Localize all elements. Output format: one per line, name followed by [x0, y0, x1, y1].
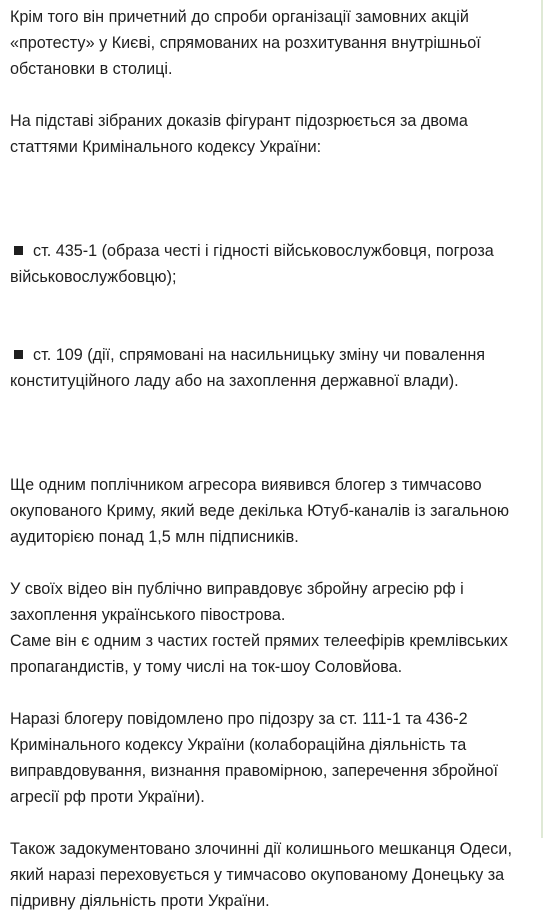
- black-square-icon: [14, 246, 23, 255]
- list-item-text: ст. 109 (дії, спрямовані на насильницьку зміну чи повалення конституційного ладу або на захоплення державної влади).: [10, 346, 490, 390]
- list-item: [10, 342, 532, 394]
- list-item-text: ст. 435-1 (образа честі і гідності військовослужбовця, погроза військовослужбовцю);: [10, 242, 499, 286]
- paragraph-videos-line2: Саме він є одним з частих гостей прямих телеефірів кремлівських пропагандистів, у тому числі на ток-шоу Соловйова.: [10, 632, 513, 676]
- paragraph-videos-line1: У своїх відео він публічно виправдовує збройну агресію рф і захоплення українського півострова.: [10, 580, 469, 624]
- paragraph-protests: Крім того він причетний до спроби організації замовних акцій «протесту» у Києві, спрямованих на розхитування внутрішньої обстановки в столиці.: [10, 8, 486, 78]
- black-square-icon: [14, 350, 23, 359]
- paragraph-blogger-suspicion: Наразі блогеру повідомлено про підозру за ст. 111-1 та 436-2 Кримінального кодексу України (колабораційна діяльність та виправдовування, визнання правомірною, заперечення збройної агресії рф проти України).: [10, 710, 503, 806]
- right-divider: [541, 0, 543, 838]
- paragraph-videos: [10, 576, 532, 680]
- paragraph-blogger: Ще одним поплічником агресора виявився блогер з тимчасово окупованого Криму, який веде декілька Ютуб-каналів із загальною аудиторією понад 1,5 млн підписників.: [10, 476, 514, 546]
- list-item: [10, 238, 532, 290]
- article-list: [10, 186, 532, 446]
- paragraph-odesa: Також задокументовано злочинні дії колишнього мешканця Одеси, який наразі переховується у тимчасово окупованому Донецьку за підривну діяльність проти України.: [10, 840, 517, 910]
- paragraph-suspicion-articles: На підставі зібраних доказів фігурант підозрюється за двома статтями Кримінального кодексу України:: [10, 112, 473, 156]
